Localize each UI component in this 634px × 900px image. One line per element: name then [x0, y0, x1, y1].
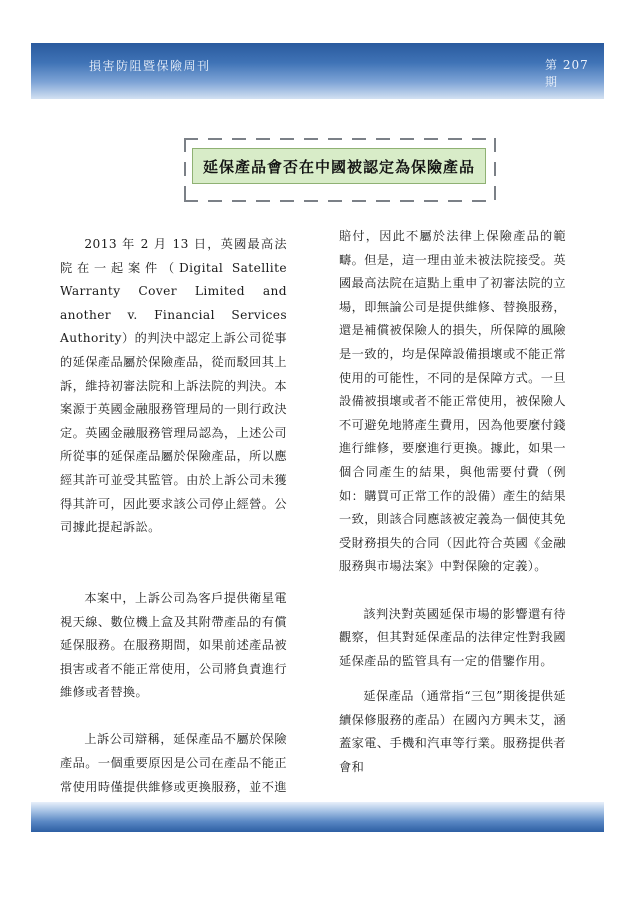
- dashed-border-top: [184, 138, 496, 140]
- paragraph: 該判決對英國延保市場的影響還有待觀察，但其對延保產品的法律定性對我國延保產品的監管具有一定的借鑒作用。: [339, 606, 566, 668]
- article-title: 延保產品會否在中國被認定為保險產品: [192, 148, 486, 184]
- dashed-border-right: [494, 138, 496, 202]
- issue-number: 第 207 期: [545, 58, 589, 89]
- dashed-border-left: [184, 138, 186, 202]
- paragraph: 賠付，因此不屬於法律上保險產品的範疇。但是，這一理由並未被法院接受。英國最高法院在這點上重申了初審法院的立場，即無論公司是提供維修、替換服務，還是補償被保險人的損失，所保障的風險是一致的，均是保障設備損壞或不能正常使用的可能性，不同的是保障方式。一旦設備被損壞或者不能正常使用，被保險人不可避免地將產生費用，因為他要麼付錢進行維修，要麼進行更換。據此，如果一個合同產生的結果，與他需要付費（例如：購買可正常工作的設備）產生的結果一致，則該合同應該被定義為一個使其免受財務損失的合同（因此符合英國《金融服務與市場法案》中對保險的定義）。: [339, 229, 566, 574]
- footer-banner: [31, 802, 604, 832]
- publication-title: 損害防阻暨保險周刊: [89, 59, 211, 73]
- article-title-frame: [184, 138, 496, 204]
- right-column: [339, 225, 566, 780]
- paragraph: 上訴公司辯稱，延保產品不屬於保險產品。一個重要原因是公司在產品不能正常使用時僅提供維修或更換服務，並不進: [60, 732, 287, 794]
- left-column: [60, 233, 287, 823]
- paragraph: 2013 年 2 月 13 日，英國最高法院在一起案件（Digital Satellite Warranty Cover Limited and another v. Financial Services Authority）的判決中認定上訴公司從事的延保產品屬於保險產品，從而駁回其上訴，維持初審法院和上訴法院的判決。本案源于英國金融服務管理局的一則行政決定。英國金融服務管理局認為，上述公司所從事的延保產品屬於保險產品，所以應經其許可並受其監管。由於上訴公司未獲得其許可，因此要求該公司停止經營。公司據此提起訴訟。: [60, 237, 287, 535]
- dashed-border-bottom: [184, 200, 496, 202]
- paragraph: 延保產品（通常指“三包”期後提供延續保修服務的產品）在國內方興未艾，涵蓋家電、手機和汽車等行業。服務提供者會和: [339, 689, 566, 775]
- header-banner: [31, 43, 604, 99]
- paragraph: 本案中，上訴公司為客戶提供衛星電視天線、數位機上盒及其附帶產品的有償延保服務。在服務期間，如果前述產品被損害或者不能正常使用，公司將負責進行維修或者替換。: [60, 590, 287, 700]
